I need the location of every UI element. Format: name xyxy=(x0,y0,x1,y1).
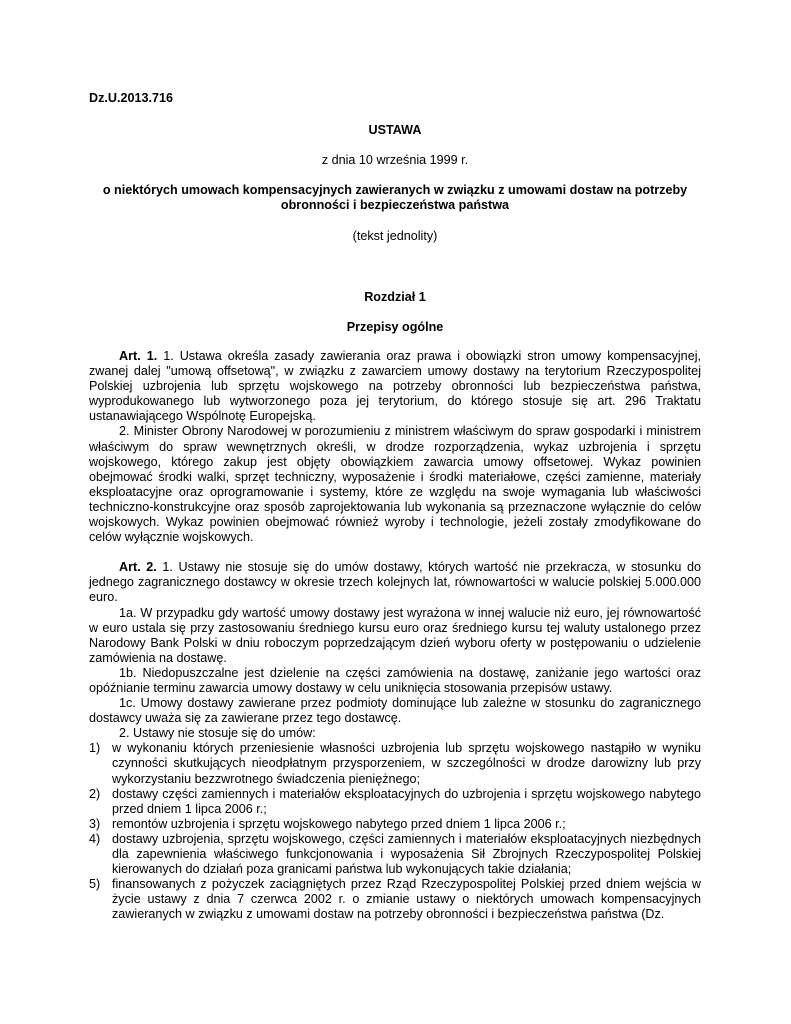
list-item-number: 4) xyxy=(89,831,101,846)
article-1-text-1: 1. Ustawa określa zasady zawierania oraz prawa i obowiązki stron umowy kompensacyjnej, zwanej dalej "umową offsetową", w związku z zawarciem umowy dostawy na terytorium Rzeczypospolitej Polskiej uzbrojenia lub sprzętu wojskowego na potrzeby obronności lub bezpieczeństwa państwa, wyprodukowanego lub wytworzonego poza jej terytorium, do którego stosuje się art. 296 Traktatu ustanawiającego Wspólnotę Europejską. xyxy=(89,349,701,424)
article-1-label: Art. 1. xyxy=(119,349,158,363)
act-type: USTAWA xyxy=(368,123,422,137)
article-2-paragraph-1b: 1b. Niedopuszczalne jest dzielenie na części zamówienia na dostawę, zaniżanie jego wartości oraz opóźnianie terminu zawarcia umowy dostawy w celu uniknięcia stosowania przepisów ustawy. xyxy=(89,665,701,695)
article-2-text-1: 1. Ustawy nie stosuje się do umów dostawy, których wartość nie przekracza, w stosunku do jednego zagranicznego dostawcy w okresie trzech kolejnych lat, równowartości w walucie polskiej 5.000.000 euro. xyxy=(89,560,701,605)
list-item-text: finansowanych z pożyczek zaciągniętych przez Rząd Rzeczypospolitej Polskiej przed dniem wejścia w życie ustawy z dnia 7 czerwca 2002 r. o zmianie ustawy o niektórych umowach kompensacyjnych zawieranych w związku z umowami dostaw na potrzeby obronności i bezpieczeństwa państwa (Dz. xyxy=(112,877,701,922)
consolidated-note: (tekst jednolity) xyxy=(352,229,438,243)
act-title-line-2: obronności i bezpieczeństwa państwa xyxy=(280,198,510,212)
article-2-label: Art. 2. xyxy=(119,560,157,575)
list-item-number: 5) xyxy=(89,877,101,892)
article-1-paragraph-1 xyxy=(89,349,701,424)
spacer xyxy=(89,545,701,560)
act-title xyxy=(89,183,701,213)
act-body xyxy=(89,349,701,922)
chapter-heading: Rozdział 1 xyxy=(364,290,426,304)
article-2-paragraph-2: 2. Ustawy nie stosuje się do umów: xyxy=(119,726,316,741)
list-item-text: remontów uzbrojenia i sprzętu wojskowego nabytego przed dniem 1 lipca 2006 r.; xyxy=(112,816,566,831)
article-2-paragraph-1a: 1a. W przypadku gdy wartość umowy dostawy jest wyrażona w innej walucie niż euro, jej równowartość w euro ustala się przy zastosowaniu średniego kursu euro oraz średniego kursu tej waluty ustalonego przez Narodowy Bank Polski w dniu roboczym poprzedzającym dzień wyboru oferty w postępowaniu o udzielenie zamówienia na dostawę. xyxy=(89,605,701,665)
list-item xyxy=(89,787,701,817)
list-item xyxy=(89,741,701,786)
article-2-paragraph-1 xyxy=(89,560,701,605)
list-item-text: dostawy części zamiennych i materiałów eksploatacyjnych do uzbrojenia i sprzętu wojskowego nabytego przed dniem 1 lipca 2006 r.; xyxy=(112,786,701,816)
list-item xyxy=(89,832,701,877)
chapter-title: Przepisy ogólne xyxy=(346,320,444,334)
list-item xyxy=(89,877,701,922)
list-item-number: 3) xyxy=(89,816,101,831)
journal-reference: Dz.U.2013.716 xyxy=(89,91,174,105)
list-item-text: w wykonaniu których przeniesienie własności uzbrojenia lub sprzętu wojskowego nastąpiło w wyniku czynności skutkujących nieodpłatnym przysporzeniem, w szczególności w drodze darowizny lub przy wykorzystaniu bezzwrotnego świadczenia pieniężnego; xyxy=(112,741,701,786)
list-item xyxy=(89,817,701,832)
list-item-number: 2) xyxy=(89,786,101,801)
act-date: z dnia 10 września 1999 r. xyxy=(321,153,469,167)
act-title-line-1: o niektórych umowach kompensacyjnych zawieranych w związku z umowami dostaw na potrzeby xyxy=(102,183,688,197)
list-item-number: 1) xyxy=(89,741,101,756)
article-1-paragraph-2: 2. Minister Obrony Narodowej w porozumieniu z ministrem właściwym do spraw gospodarki i ministrem właściwym do spraw wewnętrznych określi, w drodze rozporządzenia, wykaz uzbrojenia i sprzętu wojskowego, którego zakup jest objęty obowiązkiem zawarcia umowy offsetowej. Wykaz powinien obejmować środki walki, sprzęt techniczny, wyposażenie i środki materiałowe, części zamienne, materiały eksploatacyjne oraz oprogramowanie i systemy, które ze względu na swoje wymagania lub właściwości techniczno-konstrukcyjne oraz sposób zaprojektowania lub wykonania są przeznaczone wyłącznie do celów wojskowych. Wykaz powinien obejmować również wyroby i technologie, jeżeli zostały zmodyfikowane do celów wyłącznie wojskowych. xyxy=(89,424,701,545)
article-2-paragraph-1c: 1c. Umowy dostawy zawierane przez podmioty dominujące lub zależne w stosunku do zagranicznego dostawcy uważa się za zawierane przez tego dostawcę. xyxy=(89,696,701,726)
list-item-text: dostawy uzbrojenia, sprzętu wojskowego, części zamiennych i materiałów eksploatacyjnych niezbędnych dla zapewnienia właściwego funkcjonowania i wyposażenia Sił Zbrojnych Rzeczypospolitej Polskiej kierowanych do działań poza granicami państwa lub wykonujących takie działania; xyxy=(112,831,701,877)
